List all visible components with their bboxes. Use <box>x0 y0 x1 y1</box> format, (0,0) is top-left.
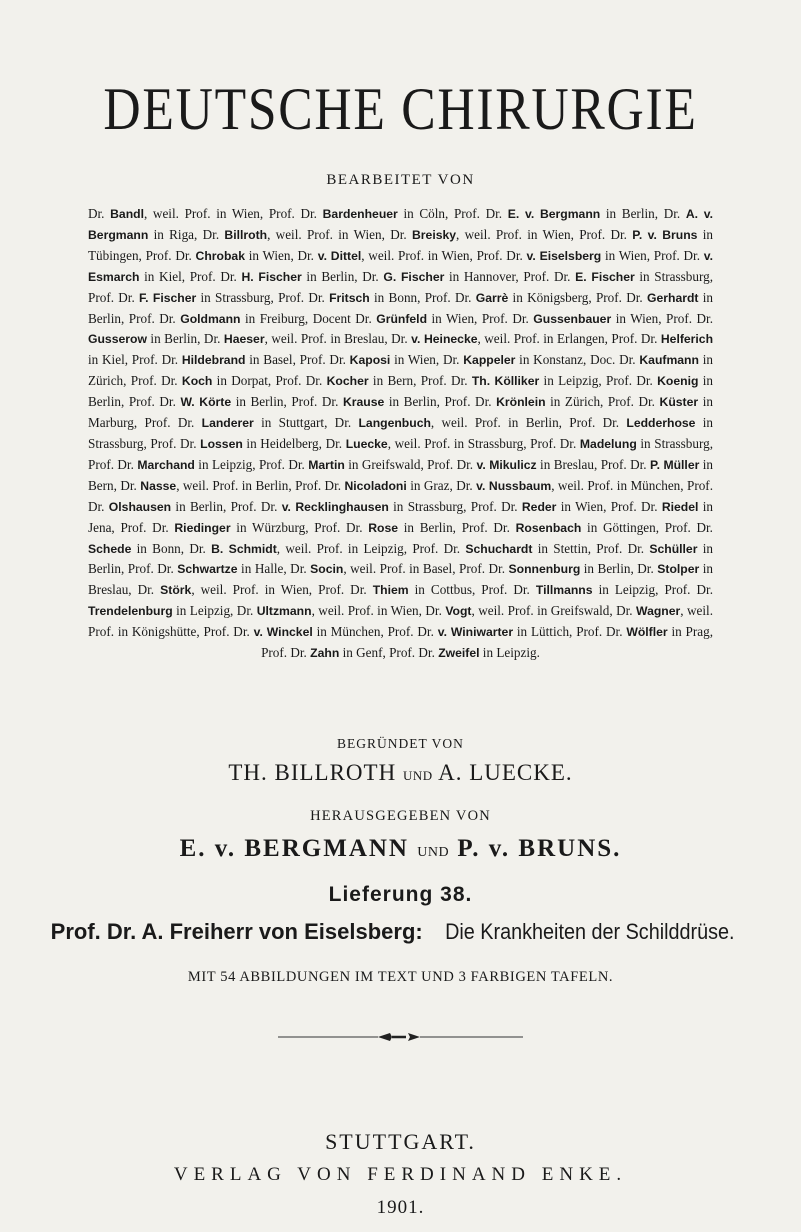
contributor-location: in Tübingen, <box>88 226 714 263</box>
contributor-name: Kaposi <box>349 353 391 368</box>
contributor-location: in Lüttich, <box>513 624 577 640</box>
contributor-location: , weil. Prof. in Wien, <box>143 206 269 221</box>
contributor-title: Prof. Dr. <box>606 373 658 389</box>
contributor-title: Prof. Dr. <box>607 394 660 410</box>
contributor-location: in Leipzig, <box>539 373 606 389</box>
contributor-name: Landerer <box>201 416 254 431</box>
contributor-name: F. Fischer <box>139 290 197 305</box>
contributor-name: Reder <box>521 499 557 514</box>
contributor-name: Schuchardt <box>465 541 533 556</box>
contributor-location: in Berlin, <box>580 561 638 577</box>
contributor-title: Dr. <box>391 331 412 347</box>
contributor-location: in Berlin, <box>88 289 714 326</box>
contributor-name: Socin <box>310 562 344 577</box>
contributor-location: , weil. Prof. in Breslau, <box>264 331 392 347</box>
contributor-location: in Hannover, <box>444 268 524 284</box>
contributor-name: Gerhardt <box>647 290 699 305</box>
contributor-title: Prof. Dr. <box>314 519 369 535</box>
contributor-title: Prof. Dr. <box>595 289 647 305</box>
contributor-title: Prof. Dr. <box>387 624 438 640</box>
contributor-name: v. Winckel <box>253 625 313 640</box>
contributor-name: Zweifel <box>438 646 480 661</box>
contributor-name: Garrè <box>475 290 509 305</box>
contributor-location: , weil. Prof. in Strassburg, <box>387 435 531 451</box>
contributor-name: H. Fischer <box>241 269 302 284</box>
contributor-location: in Strassburg, <box>196 289 279 305</box>
contributor-location: in Berlin, <box>398 519 462 535</box>
contributor-location: in Freiburg, <box>240 310 313 326</box>
contributor-location: in Marburg, <box>88 394 713 431</box>
contributor-location: in Riga, <box>148 226 203 242</box>
contributor-title: Prof. Dr. <box>128 394 181 410</box>
series-title: DEUTSCHE CHIRURGIE <box>103 76 698 142</box>
contributor-name: Tillmanns <box>535 583 593 598</box>
contributor-title: Dr. <box>290 561 311 577</box>
contributor-name: Kappeler <box>463 353 516 368</box>
contributor-title: Prof. Dr. <box>120 519 175 535</box>
contributor-name: Goldmann <box>180 311 241 326</box>
contributor-location: in Breslau, <box>536 456 601 472</box>
contributor-name: Marchand <box>137 457 195 472</box>
contributor-title: Docent Dr. <box>312 310 377 326</box>
contributor-location: in Würzburg, <box>230 519 315 535</box>
contributor-location: in Kiel, <box>139 268 190 284</box>
contributor-title: Prof. Dr. <box>596 540 650 556</box>
contributor-name: Kaufmann <box>639 353 699 368</box>
decorative-rule-ornament <box>278 1030 523 1044</box>
contributor-title: Prof. Dr. <box>144 415 202 431</box>
contributor-location: in Strassburg, <box>88 415 714 451</box>
contributor-title: Prof. Dr. <box>569 415 627 431</box>
contributor-location: in Dorpat, <box>212 373 276 389</box>
contributor-title: Dr. <box>663 206 686 221</box>
contributor-name: v. Winiwarter <box>437 625 514 640</box>
contributor-location: in Leipzig, <box>194 456 259 472</box>
contributor-name: G. Fischer <box>383 269 445 284</box>
contributor-location: in Berlin, <box>231 394 292 410</box>
contributor-title: Dr. <box>456 477 477 493</box>
contributor-title: Dr. <box>202 226 225 242</box>
contributor-title: Prof. Dr. <box>666 310 713 326</box>
contributor-name: v. Mikulicz <box>476 457 537 472</box>
founders-conjunction: UND <box>402 768 433 783</box>
contributor-title: Prof. Dr. <box>600 456 651 472</box>
contributor-title: Prof. Dr. <box>470 498 522 514</box>
contributor-title: Prof. Dr. <box>610 498 662 514</box>
contributor-name: Haeser <box>223 332 265 347</box>
contributor-name: Krönlein <box>496 395 546 410</box>
contributor-name: Wölfler <box>626 625 668 640</box>
contributor-location: in Zürich, <box>88 352 713 389</box>
contributor-title: Prof. Dr. <box>88 289 140 305</box>
contributor-title: Prof. Dr. <box>664 582 713 598</box>
contributor-location: in Cöln, <box>397 206 454 221</box>
contributor-location: in Stuttgart, <box>253 415 335 431</box>
contributor-location: in Genf, <box>339 645 390 661</box>
contributor-name: Olshausen <box>108 499 172 514</box>
contributor-title: Dr. <box>442 352 464 368</box>
contributor-location: , weil. Prof. in Greifswald, <box>471 603 617 619</box>
contributor-location: in Bonn, <box>131 540 190 556</box>
contributor-location: in Berlin, <box>88 373 714 410</box>
contributor-title: Prof. Dr. <box>664 519 713 535</box>
contributor-name: Luecke <box>345 436 388 451</box>
contributor-location: in Bern, <box>368 373 421 389</box>
contributor-location: in Greifswald, <box>344 456 428 472</box>
contributor-name: Madelung <box>579 436 637 451</box>
contributor-name: Schede <box>88 541 132 556</box>
contributor-location: in Graz, <box>406 477 457 493</box>
contributor-name: Koch <box>181 374 213 389</box>
editors-line <box>0 835 801 863</box>
work-title-line <box>0 919 801 946</box>
contributor-title: Dr. <box>120 477 141 493</box>
contributor-name: Krause <box>342 395 385 410</box>
contributor-name: v. Recklinghausen <box>281 499 389 514</box>
contributor-title: Prof. Dr. <box>88 456 138 472</box>
contributor-title: Prof. Dr. <box>420 373 472 389</box>
contributor-title: Prof. Dr. <box>230 498 282 514</box>
contributor-location: in Prag, <box>667 624 714 640</box>
editor-name-1: E. v. BERGMANN <box>179 835 409 862</box>
contributor-name: Stolper <box>657 562 700 577</box>
contributor-name: Rose <box>368 520 399 535</box>
contributor-location: in Konstanz, <box>515 352 591 368</box>
contributor-location: , weil. Prof. in Berlin, <box>430 415 570 431</box>
contributor-title: Prof. Dr. <box>278 289 330 305</box>
contributor-title: Prof. Dr. <box>453 206 508 221</box>
contributor-location: in Wien, <box>427 310 482 326</box>
publication-place: STUTTGART. <box>325 1129 476 1154</box>
contributor-location: in Leipzig, <box>592 582 665 598</box>
contributor-title: Prof. Dr. <box>88 477 713 514</box>
contributor-title: Dr. <box>88 206 111 221</box>
contributor-title: Dr. <box>334 415 359 431</box>
contributor-location: in Kiel, <box>88 352 132 368</box>
founders-line <box>0 760 801 786</box>
contributor-location: in Bonn, <box>369 289 425 305</box>
contributor-location: in Berlin, <box>301 268 363 284</box>
contributor-name: Nicoladoni <box>344 478 407 493</box>
contributor-title: Prof. Dr. <box>128 310 181 326</box>
contributor-name: Lossen <box>200 436 243 451</box>
contributor-name: Thiem <box>372 583 409 598</box>
contributor-name: Th. Kölliker <box>471 374 540 389</box>
contributor-location: , weil. Prof. in Wien, <box>361 247 477 263</box>
contributor-name: Gussenbauer <box>533 311 612 326</box>
contributor-title: Prof. Dr. <box>611 331 661 347</box>
contributor-location: in Wien, <box>390 352 443 368</box>
contributor-name: Ultzmann <box>256 604 312 619</box>
contributor-title: Dr. <box>390 226 412 242</box>
contributor-location: in München, <box>312 624 388 640</box>
contributor-location: , weil. Prof. in Königshütte, <box>88 603 714 640</box>
contributor-title: Dr. <box>425 603 446 619</box>
contributor-title: Prof. Dr. <box>653 247 704 263</box>
contributor-location: in Wien, <box>244 247 298 263</box>
contributor-location: in Zürich, <box>545 394 608 410</box>
delivery-number: Lieferung 38. <box>328 883 473 906</box>
contributor-name: Riedel <box>661 499 699 514</box>
contributor-name: Chrobak <box>195 248 245 263</box>
contributor-name: Kocher <box>326 374 369 389</box>
contributor-title: Prof. Dr. <box>295 477 345 493</box>
contributor-name: Trendelenburg <box>88 604 173 619</box>
contributor-location: in Basel, <box>245 352 300 368</box>
illustrations-note: MIT 54 ABBILDUNGEN IM TEXT UND 3 FARBIGEN TAFELN. <box>187 969 614 985</box>
published-by-label: HERAUSGEGEBEN VON <box>310 808 491 824</box>
contributor-name: Koenig <box>657 374 699 389</box>
contributor-location: , weil. Prof. in Wien, <box>456 226 580 242</box>
contributor-name: Rosenbach <box>515 520 582 535</box>
editor-name-2: P. v. BRUNS. <box>457 835 622 862</box>
contributor-location: in Göttingen, <box>581 519 665 535</box>
contributor-title: Prof. Dr. <box>275 373 327 389</box>
contributor-location: in Strassburg, <box>634 268 714 284</box>
contributor-title: Prof. Dr. <box>530 435 580 451</box>
contributor-title: Dr. <box>189 540 212 556</box>
contributor-title: Prof. Dr. <box>318 582 373 598</box>
contributor-title: Dr. <box>236 603 257 619</box>
contributor-title: Prof. Dr. <box>268 206 323 221</box>
contributors-list <box>88 204 713 664</box>
contributor-location: , weil. Prof. in Wien, <box>267 226 391 242</box>
contributor-title: Prof. Dr. <box>203 624 254 640</box>
contributor-name: Wagner <box>636 604 681 619</box>
contributor-location: , weil. Prof. in Wien, <box>311 603 426 619</box>
contributor-name: Martin <box>308 457 345 472</box>
contributor-location: in Berlin, <box>600 206 664 221</box>
contributor-location: in Wien, <box>611 310 667 326</box>
work-author: Prof. Dr. A. Freiherr von Eiselsberg: <box>50 919 423 944</box>
contributor-name: Bandl <box>110 207 144 221</box>
contributor-title: Prof. Dr. <box>127 561 178 577</box>
contributor-title: Dr. <box>325 435 346 451</box>
contributor-location: in Berlin, <box>384 394 445 410</box>
contributor-title: Dr. <box>616 603 637 619</box>
founded-by-label: BEGRÜNDET VON <box>337 736 464 751</box>
contributor-name: Zahn <box>310 646 340 661</box>
contributor-location: in Stettin, <box>532 540 597 556</box>
edited-by-label: BEARBEITET VON <box>326 172 475 188</box>
contributor-name: Störk <box>160 583 192 598</box>
contributor-name: Fritsch <box>329 290 370 305</box>
contributor-name: Grünfeld <box>376 311 428 326</box>
contributor-name: Vogt <box>445 604 472 619</box>
work-title: Die Krankheiten der Schilddrüse. <box>444 919 735 944</box>
contributor-title: Prof. Dr. <box>258 456 309 472</box>
contributor-location: , weil. Prof. in Berlin, <box>176 477 296 493</box>
contributor-name: v. Heinecke <box>411 332 478 347</box>
contributor-name: Küster <box>659 395 699 410</box>
contributor-location: , weil. Prof. in Wien, <box>191 582 319 598</box>
contributor-name: v. Esmarch <box>88 248 713 284</box>
contributor-title: Prof. Dr. <box>579 226 633 242</box>
founder-name-2: A. LUECKE. <box>438 760 573 785</box>
contributor-title: Prof. Dr. <box>412 540 466 556</box>
contributor-name: v. Eiselsberg <box>526 248 602 263</box>
contributor-location: in Breslau, <box>88 561 714 598</box>
contributor-name: Sonnenburg <box>508 562 581 577</box>
contributor-location: , weil. Prof. in Basel, <box>343 561 459 577</box>
contributor-title: Prof. Dr. <box>150 435 201 451</box>
contributor-location: in Halle, <box>237 561 291 577</box>
contributor-title: Prof. Dr. <box>291 394 343 410</box>
contributor-title: Dr. <box>137 582 161 598</box>
contributor-name: W. Körte <box>180 395 232 410</box>
contributor-title: Prof. Dr. <box>444 394 497 410</box>
founder-name-1: TH. BILLROTH <box>228 760 397 785</box>
contributor-location: in Wien, <box>601 247 654 263</box>
contributor-location: in Jena, <box>88 498 713 535</box>
editors-conjunction: UND <box>417 845 450 860</box>
contributor-name: E. v. Bergmann <box>507 207 601 221</box>
publication-year: 1901. <box>376 1197 425 1218</box>
contributor-title: Prof. Dr. <box>481 582 536 598</box>
contributor-title: Prof. Dr. <box>427 456 477 472</box>
contributor-name: Schüller <box>649 541 698 556</box>
contributor-title: Prof. Dr. <box>576 624 627 640</box>
contributor-location: in Bern, <box>88 456 714 493</box>
contributor-name: Riedinger <box>174 520 231 535</box>
contributor-title: Prof. Dr. <box>476 247 527 263</box>
contributor-name: Ledderhose <box>626 416 696 431</box>
contributor-name: P. Müller <box>650 457 700 472</box>
publisher-name: VERLAG VON FERDINAND ENKE. <box>173 1164 628 1185</box>
contributor-title: Prof. Dr. <box>299 352 350 368</box>
contributor-location: in Wien, <box>556 498 611 514</box>
contributor-name: P. v. Bruns <box>632 227 698 242</box>
contributor-title: Prof. Dr. <box>461 519 516 535</box>
contributor-name: Nasse <box>140 478 177 493</box>
contributor-name: Langenbuch <box>358 416 431 431</box>
contributor-location: in Cottbus, <box>408 582 482 598</box>
contributor-location: in Strassburg, <box>388 498 471 514</box>
contributor-title: Prof. Dr. <box>189 268 242 284</box>
contributor-location: in Strassburg, <box>636 435 714 451</box>
contributor-location: in Leipzig. <box>479 645 540 661</box>
contributor-location: in Berlin, <box>171 498 231 514</box>
contributor-title: Prof. Dr. <box>523 268 576 284</box>
contributor-title: Doc. Dr. <box>590 352 640 368</box>
contributor-name: Schwartze <box>177 562 238 577</box>
contributor-name: Billroth <box>224 227 268 242</box>
contributor-name: Bardenheuer <box>322 207 398 221</box>
contributor-title: Dr. <box>362 268 384 284</box>
contributor-name: Helferich <box>660 332 714 347</box>
contributor-location: in Berlin, <box>146 331 204 347</box>
contributor-location: , weil. Prof. in Leipzig, <box>276 540 413 556</box>
contributor-name: Breisky <box>412 227 457 242</box>
contributor-title: Dr. <box>637 561 658 577</box>
contributor-location: in Königsberg, <box>508 289 596 305</box>
contributor-title: Prof. Dr. <box>424 289 476 305</box>
contributor-name: Gusserow <box>88 332 147 347</box>
contributor-name: A. v. Bergmann <box>88 207 713 242</box>
contributor-name: v. Nussbaum <box>476 478 552 493</box>
contributor-title: Prof. Dr. <box>459 561 509 577</box>
contributor-title: Dr. <box>297 247 318 263</box>
contributor-name: Hildebrand <box>181 353 246 368</box>
contributor-name: v. Dittel <box>317 248 362 263</box>
contributor-location: , weil. Prof. in Erlangen, <box>477 331 612 347</box>
contributor-name: B. Schmidt <box>211 541 277 556</box>
contributor-title: Prof. Dr. <box>481 310 534 326</box>
contributor-title: Prof. Dr. <box>261 645 311 661</box>
contributor-location: in Heidelberg, <box>242 435 326 451</box>
contributor-title: Prof. Dr. <box>131 352 182 368</box>
contributor-location: , weil. Prof. in München, <box>551 477 687 493</box>
contributor-title: Prof. Dr. <box>145 247 196 263</box>
contributor-location: in Berlin, <box>88 540 713 577</box>
contributor-location: in Leipzig, <box>172 603 237 619</box>
contributor-title: Prof. Dr. <box>130 373 182 389</box>
contributor-title: Dr. <box>203 331 224 347</box>
contributor-name: E. Fischer <box>575 269 635 284</box>
contributor-title: Prof. Dr. <box>389 645 439 661</box>
